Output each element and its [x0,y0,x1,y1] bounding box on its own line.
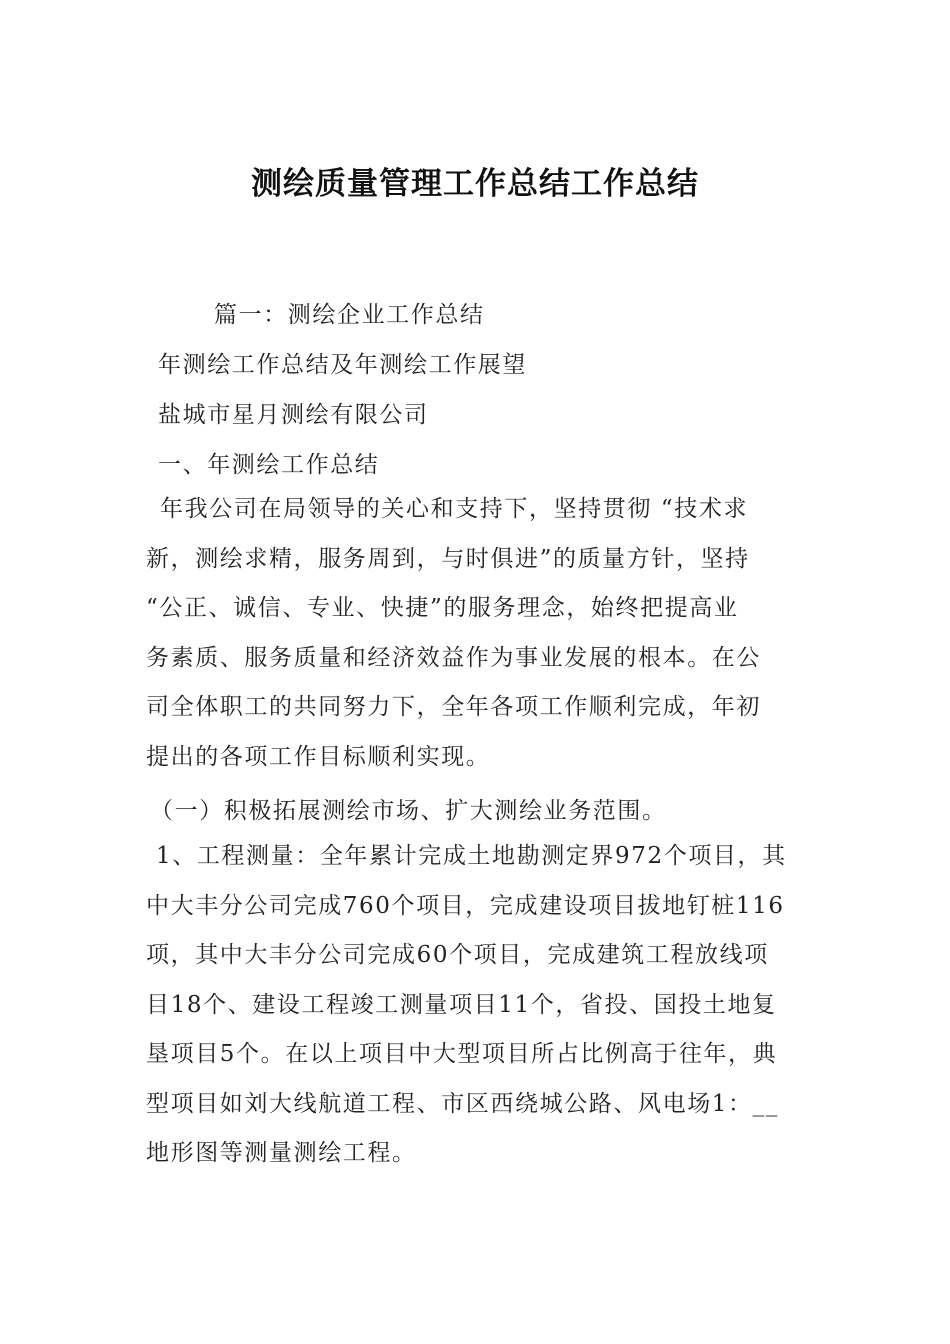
document-title: 测绘质量管理工作总结工作总结 [251,166,699,202]
paragraph-line: 地形图等测量测绘工程。 [146,1140,417,1166]
paragraph-summary [146,485,806,782]
paragraph-line: 1、工程测量：全年累计完成土地勘测定界972个项目，其 [156,843,787,869]
subsection-heading: （一）积极拓展测绘市场、扩大测绘业务范围。 [150,798,667,824]
paragraph-line: 务素质、服务质量和经济效益作为事业发展的根本。在公 [146,644,761,671]
paragraph-line: 型项目如刘大线航道工程、市区西绕城公路、风电场1：__ [146,1090,779,1117]
paragraph-line: 垦项目5个。在以上项目中大型项目所占比例高于往年，典 [146,1041,778,1067]
paragraph-line: 目18个、建设工程竣工测量项目11个，省投、国投土地复 [146,991,777,1018]
paragraph-engineering [146,832,806,1179]
paragraph-line: 新，测绘求精，服务周到，与时俱进”的质量方针，坚持 [146,545,750,572]
paragraph-line: 司全体职工的共同努力下，全年各项工作顺利完成，年初 [146,694,761,720]
section-heading: 一、年测绘工作总结 [158,452,380,478]
paragraph-line: 年我公司在局领导的关心和支持下，坚持贯彻 “技术求 [160,496,749,522]
paragraph-line: 项，其中大丰分公司完成60个项目，完成建筑工程放线项 [146,942,769,968]
paragraph-line: “公正、诚信、专业、快捷”的服务理念，始终把提高业 [146,595,739,621]
paragraph-line: 提出的各项工作目标顺利实现。 [146,743,491,770]
company-name: 盐城市星月测绘有限公司 [158,402,429,428]
document-subtitle: 篇一：测绘企业工作总结 [214,302,485,328]
heading-line: 年测绘工作总结及年测绘工作展望 [158,352,527,378]
paragraph-line: 中大丰分公司完成760个项目，完成建设项目拔地钉桩116 [146,892,785,919]
